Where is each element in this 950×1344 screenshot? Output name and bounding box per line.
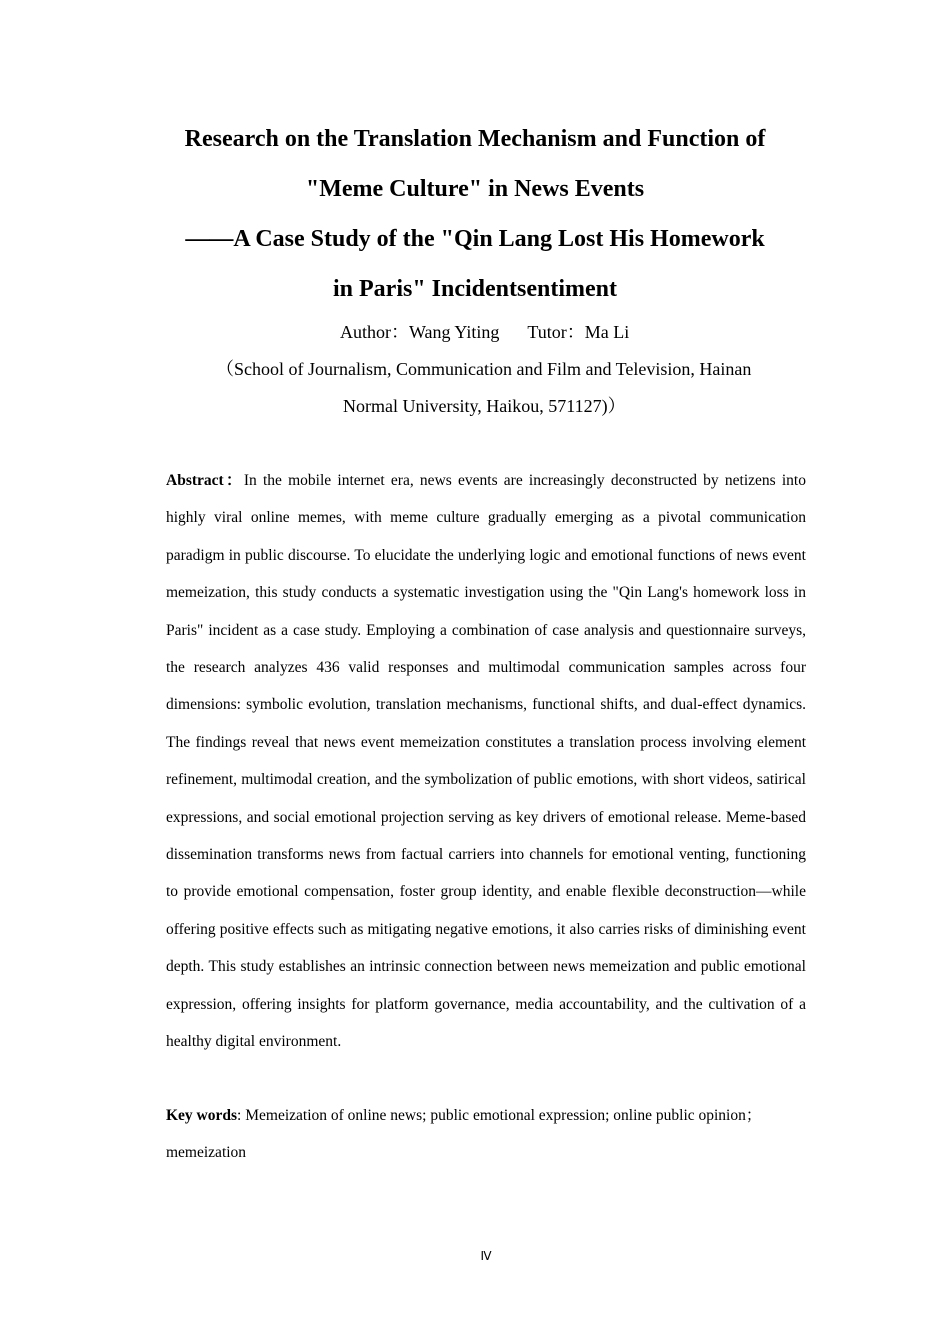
abstract-label: Abstract： bbox=[166, 472, 244, 489]
keywords-text: : Memeization of online news; public emotional expression; online public opinion；memeization bbox=[166, 1107, 762, 1162]
affiliation-line-1: （School of Journalism, Communication and Film and Television, Hainan bbox=[216, 359, 752, 379]
keywords-paragraph bbox=[166, 1097, 806, 1172]
tutor-label: Tutor： bbox=[527, 322, 585, 342]
keywords-label: Key words bbox=[166, 1107, 238, 1124]
title-line-2: "Meme Culture" in News Events bbox=[305, 176, 645, 202]
abstract-paragraph bbox=[166, 462, 806, 1061]
abstract-text: In the mobile internet era, news events are increasingly deconstructed by netizens into highly viral online memes, with meme culture gradually emerging as a pivotal communication paradigm in public discourse. To elucidate the underlying logic and emotional functions of news event memeization, this study conducts a systematic investigation using the "Qin Lang's homework loss in Paris" incident as a case study. Employing a combination of case analysis and questionnaire surveys, the research analyzes 436 valid responses and multimodal communication samples across four dimensions: symbolic evolution, translation mechanisms, functional shifts, and dual-effect dynamics. The findings reveal that news event memeization constitutes a translation process involving element refinement, multimodal creation, and the symbolization of public emotions, with short videos, satirical expressions, and social emotional projection serving as key drivers of emotional release. Meme-based dissemination transforms news from factual carriers into channels for emotional venting, functioning to provide emotional compensation, foster group identity, and enable flexible deconstruction—while offering positive effects such as mitigating negative emotions, it also carries risks of diminishing event depth. This study establishes an intrinsic connection between news memeization and public emotional expression, offering insights for platform governance, media accountability, and the cultivation of a healthy digital environment. bbox=[166, 472, 806, 1051]
affiliation-line-2: Normal University, Haikou, 571127)） bbox=[343, 396, 626, 416]
author-line bbox=[340, 320, 629, 344]
page-number: Ⅳ bbox=[480, 1249, 492, 1263]
title-line-1: Research on the Translation Mechanism and Function of bbox=[184, 126, 766, 152]
subtitle-line-1: ——A Case Study of the "Qin Lang Lost His Homework bbox=[185, 226, 765, 252]
author-name: Wang Yiting bbox=[409, 322, 500, 342]
author-label: Author： bbox=[340, 322, 409, 342]
tutor-name: Ma Li bbox=[584, 322, 630, 342]
subtitle-line-2: in Paris" Incidentsentiment bbox=[333, 276, 617, 302]
